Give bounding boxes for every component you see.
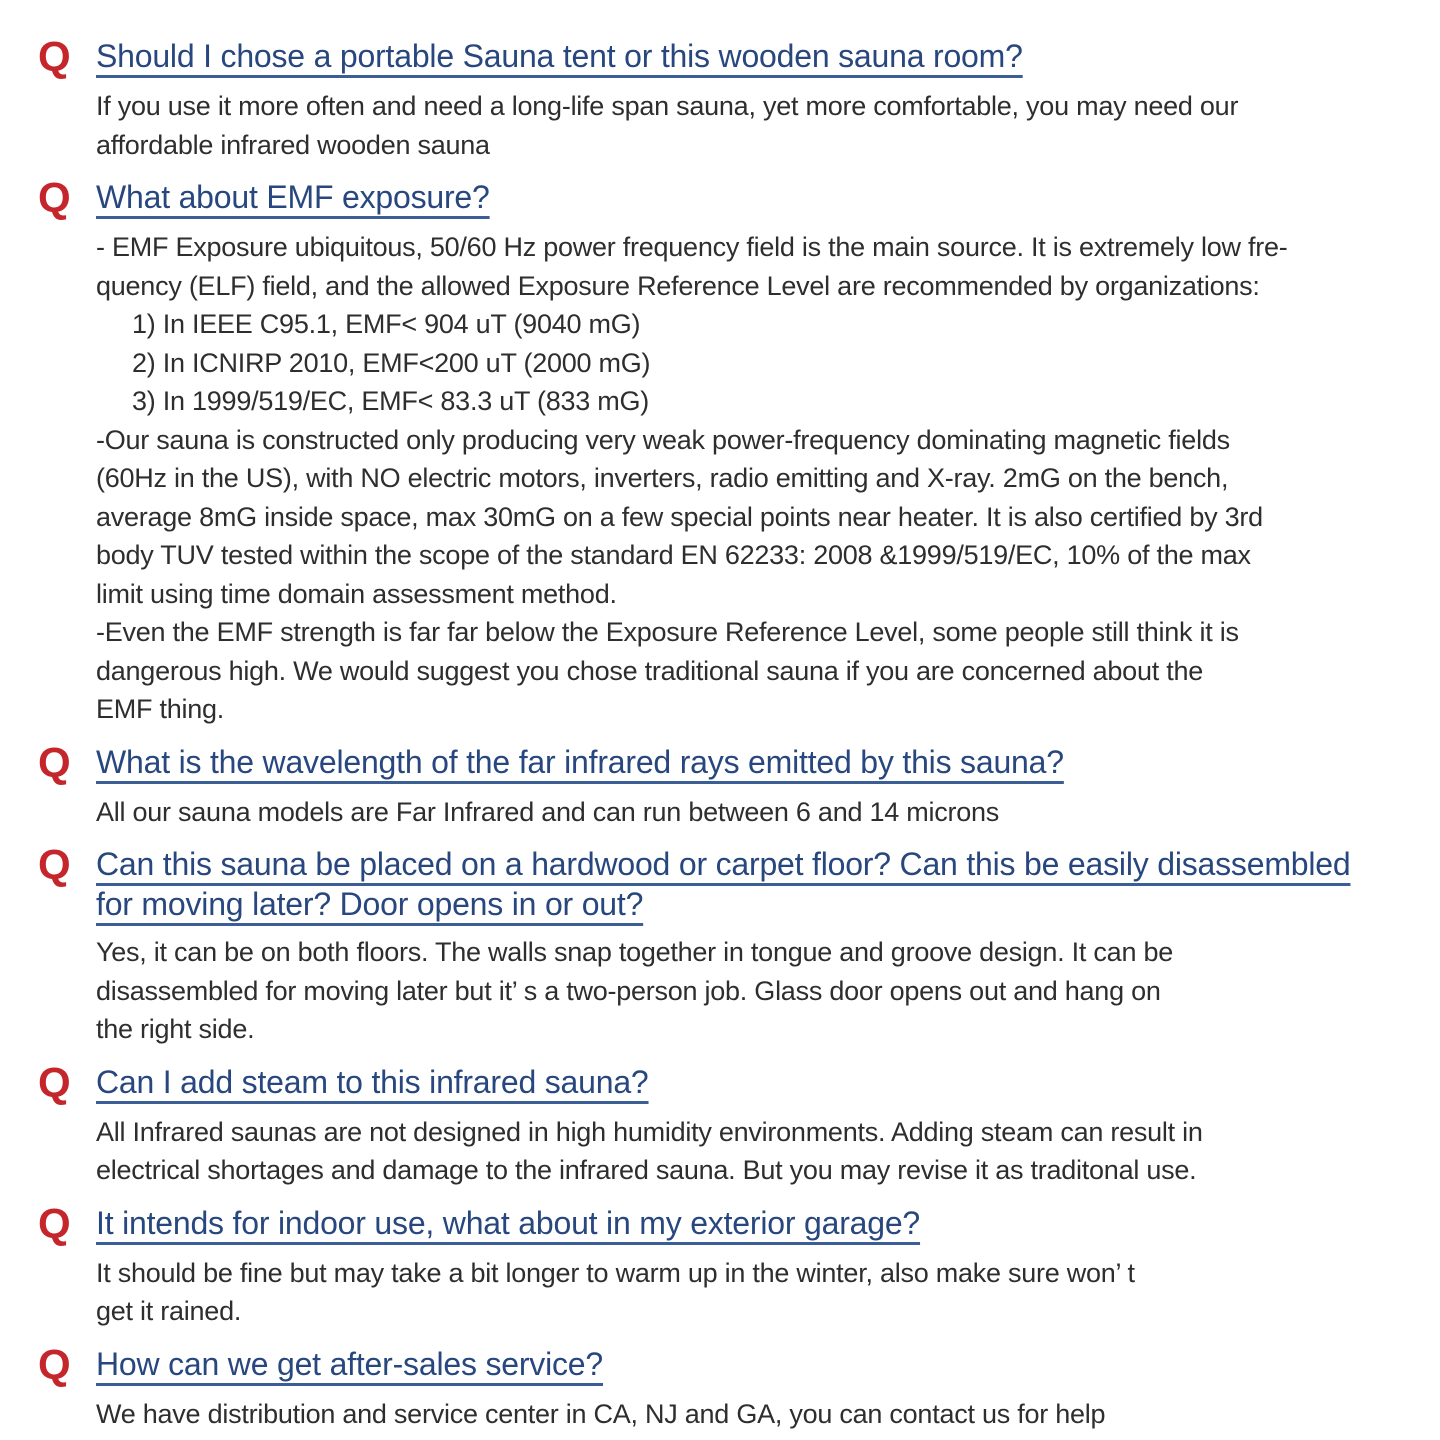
- faq-question-link[interactable]: How can we get after-sales service?: [96, 1345, 604, 1382]
- answer-line: disassembled for moving later but it’ s a two-person job. Glass door opens out and hang on: [96, 975, 1161, 1006]
- q-badge: Q: [38, 1199, 70, 1247]
- faq-item: [38, 841, 1420, 1049]
- answer-line: electrical shortages and damage to the infrared sauna. But you may revise it as traditonal use.: [96, 1155, 1197, 1185]
- faq-question-link[interactable]: What is the wavelength of the far infrared rays emitted by this sauna?: [96, 743, 1064, 780]
- faq-answer: [96, 1113, 1420, 1190]
- answer-line: get it rained.: [96, 1296, 242, 1326]
- answer-line: dangerous high. We would suggest you chose traditional sauna if you are concerned about the: [96, 655, 1204, 686]
- answer-line: (60Hz in the US), with NO electric motors, inverters, radio emitting and X-ray. 2mG on the bench,: [96, 463, 1229, 493]
- faq-item: [38, 33, 1420, 164]
- answer-line: It should be fine but may take a bit longer to warm up in the winter, also make sure won’ t: [96, 1257, 1135, 1288]
- q-badge: Q: [38, 1058, 70, 1106]
- faq-item: [38, 1058, 1420, 1190]
- faq-question-row: [38, 738, 1420, 786]
- q-badge: Q: [38, 1340, 70, 1388]
- q-badge: Q: [38, 174, 70, 221]
- faq-question-row: [38, 1199, 1420, 1247]
- answer-line: the right side.: [96, 1014, 255, 1044]
- faq-question-row: [38, 33, 1420, 80]
- answer-line: limit using time domain assessment method.: [96, 578, 617, 609]
- faq-question-row: [38, 841, 1420, 924]
- faq-answer: [96, 87, 1420, 164]
- answer-line: Yes, it can be on both floors. The walls snap together in tongue and groove design. It can be: [96, 937, 1173, 967]
- answer-line: All Infrared saunas are not designed in high humidity environments. Adding steam can result in: [96, 1116, 1203, 1147]
- answer-line: -Our sauna is constructed only producing very weak power-frequency dominating magnetic fields: [96, 424, 1230, 455]
- answer-line: If you use it more often and need a long-life span sauna, yet more comfortable, you may need our: [96, 91, 1239, 121]
- faq-question-link[interactable]: Should I chose a portable Sauna tent or this wooden sauna room?: [96, 38, 1023, 74]
- answer-line: quency (ELF) field, and the allowed Exposure Reference Level are recommended by organizations:: [96, 270, 1260, 301]
- answer-line: 3) In 1999/519/EC, EMF< 83.3 uT (833 mG): [132, 386, 650, 416]
- faq-answer: [96, 1395, 1420, 1434]
- faq-item: [38, 1340, 1420, 1434]
- faq-question-link[interactable]: It intends for indoor use, what about in my exterior garage?: [96, 1204, 921, 1241]
- faq-answer: [96, 793, 1420, 832]
- faq-question-link[interactable]: What about EMF exposure?: [96, 179, 490, 215]
- answer-line: 2) In ICNIRP 2010, EMF<200 uT (2000 mG): [132, 347, 651, 378]
- answer-line: affordable infrared wooden sauna: [96, 129, 490, 160]
- faq-question-link[interactable]: Can this sauna be placed on a hardwood or carpet floor? Can this be easily disassembled for moving later? Door opens in or out?: [96, 846, 1351, 922]
- answer-line: 1) In IEEE C95.1, EMF< 904 uT (9040 mG): [132, 309, 641, 339]
- answer-line: -Even the EMF strength is far far below the Exposure Reference Level, some people still think it is: [96, 617, 1239, 647]
- answer-line: EMF thing.: [96, 694, 225, 724]
- faq-question-link[interactable]: Can I add steam to this infrared sauna?: [96, 1063, 649, 1100]
- faq-question-row: [38, 174, 1420, 221]
- q-badge: Q: [38, 738, 70, 786]
- faq-item: [38, 174, 1420, 729]
- faq-item: [38, 1199, 1420, 1331]
- faq-question-row: [38, 1058, 1420, 1106]
- faq-question-row: [38, 1340, 1420, 1388]
- answer-line: average 8mG inside space, max 30mG on a few special points near heater. It is also certified by 3rd: [96, 501, 1263, 532]
- answer-line: - EMF Exposure ubiquitous, 50/60 Hz power frequency field is the main source. It is extremely low fre-: [96, 232, 1288, 262]
- faq-answer: [96, 933, 1420, 1049]
- answer-line: We have distribution and service center in CA, NJ and GA, you can contact us for help: [96, 1398, 1106, 1429]
- faq-answer: [96, 228, 1420, 729]
- q-badge: Q: [38, 33, 70, 80]
- faq-answer: [96, 1254, 1420, 1331]
- answer-line: All our sauna models are Far Infrared and can run between 6 and 14 microns: [96, 796, 1000, 827]
- q-badge: Q: [38, 841, 70, 888]
- answer-line: body TUV tested within the scope of the standard EN 62233: 2008 &1999/519/EC, 10% of the max: [96, 540, 1251, 570]
- faq-item: [38, 738, 1420, 832]
- faq-list: [38, 33, 1420, 1433]
